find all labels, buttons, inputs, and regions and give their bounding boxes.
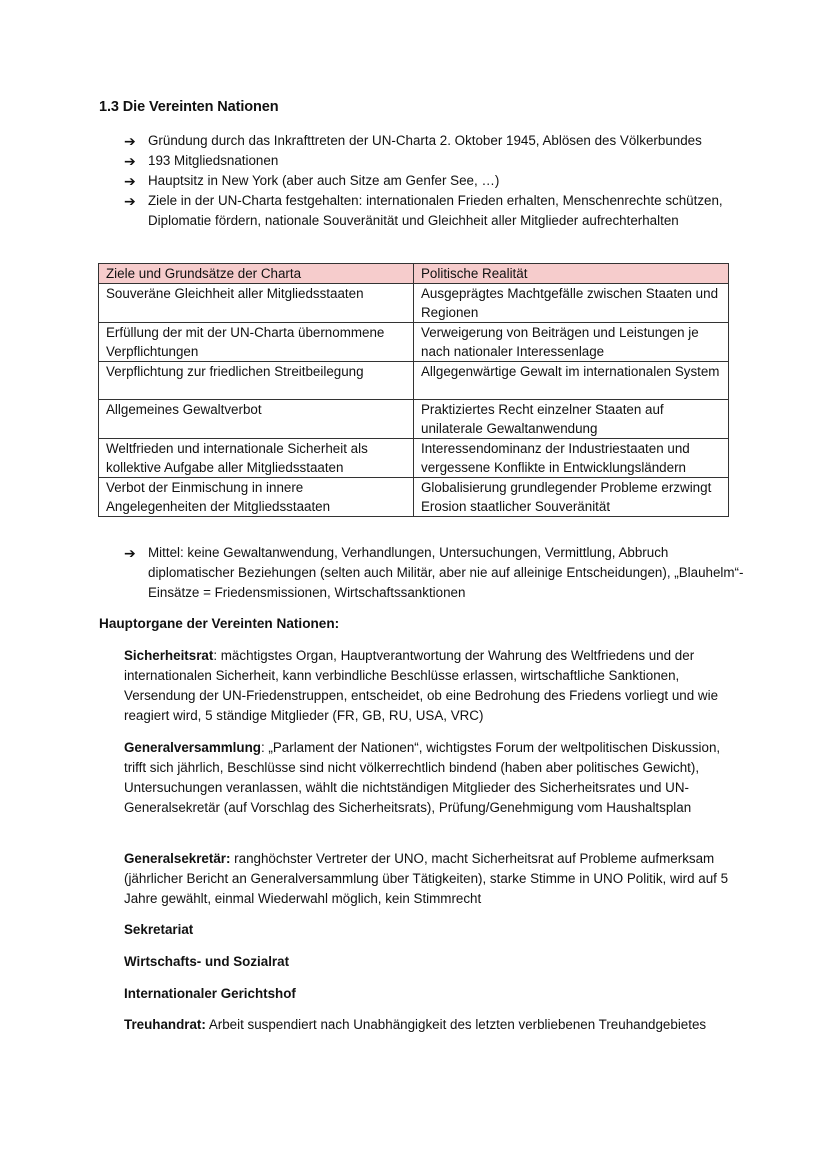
organs-heading: Hauptorgane der Vereinten Nationen: xyxy=(99,616,340,631)
table-cell: Verpflichtung zur friedlichen Streitbeilegung xyxy=(99,362,414,400)
table-row xyxy=(99,284,729,323)
table-cell: Verweigerung von Beiträgen und Leistungen je nach nationaler Interessenlage xyxy=(414,323,729,362)
mittel-bullet-list xyxy=(124,543,744,603)
table-row xyxy=(99,439,729,478)
organ-sekretariat: Sekretariat xyxy=(124,922,194,937)
table-cell: Allgegenwärtige Gewalt im internationalen System xyxy=(414,362,729,400)
arrow-right-icon: ➔ xyxy=(124,173,136,189)
table-cell: Souveräne Gleichheit aller Mitgliedsstaaten xyxy=(99,284,414,323)
table-cell: Verbot der Einmischung in innere Angelegenheiten der Mitgliedsstaaten xyxy=(99,478,414,517)
table-row xyxy=(99,400,729,439)
organ-gerichtshof: Internationaler Gerichtshof xyxy=(124,986,296,1001)
section-title: 1.3 Die Vereinten Nationen xyxy=(99,99,279,115)
arrow-right-icon: ➔ xyxy=(124,193,136,209)
column-header: Politische Realität xyxy=(414,264,729,284)
arrow-right-icon: ➔ xyxy=(124,153,136,169)
table-header-row xyxy=(99,264,729,284)
table-cell: Ausgeprägtes Machtgefälle zwischen Staaten und Regionen xyxy=(414,284,729,323)
table-cell: Allgemeines Gewaltverbot xyxy=(99,400,414,439)
table-cell: Weltfrieden und internationale Sicherheit als kollektive Aufgabe aller Mitgliedsstaaten xyxy=(99,439,414,478)
bullet-item: ➔ Ziele in der UN-Charta festgehalten: internationalen Frieden erhalten, Menschenrechte schützen, Diplomatie fördern, nationale Souveränität und Gleichheit aller Mitglieder aufrechterhalten xyxy=(124,193,723,228)
table-row xyxy=(99,478,729,517)
organ-treuhandrat: Treuhandrat: Arbeit suspendiert nach Unabhängigkeit des letzten verbliebenen Treuhandgebietes xyxy=(124,1017,707,1032)
bullet-item: ➔ Mittel: keine Gewaltanwendung, Verhandlungen, Untersuchungen, Vermittlung, Abbruch diplomatischer Beziehungen (selten auch Militär, aber nie auf alleinige Entscheidungen), „Blauhelm“-Einsätze = Friedensmissionen, Wirtschaftssanktionen xyxy=(124,545,744,600)
bullet-item: ➔ 193 Mitgliedsnationen xyxy=(124,153,279,169)
table-cell: Praktiziertes Recht einzelner Staaten auf unilaterale Gewaltanwendung xyxy=(414,400,729,439)
arrow-right-icon: ➔ xyxy=(124,133,136,149)
charta-vs-reality-table xyxy=(98,263,729,517)
bullet-item: ➔ Hauptsitz in New York (aber auch Sitze am Genfer See, …) xyxy=(124,173,500,189)
table-cell: Erfüllung der mit der UN-Charta übernommene Verpflichtungen xyxy=(99,323,414,362)
table-row xyxy=(99,323,729,362)
column-header: Ziele und Grundsätze der Charta xyxy=(99,264,414,284)
intro-bullet-list xyxy=(124,131,744,231)
bullet-item: ➔ Gründung durch das Inkrafttreten der UN-Charta 2. Oktober 1945, Ablösen des Völkerbundes xyxy=(124,133,702,149)
arrow-right-icon: ➔ xyxy=(124,545,136,561)
organ-sicherheitsrat: Sicherheitsrat: mächtigstes Organ, Hauptverantwortung der Wahrung des Weltfriedens und der internationalen Sicherheit, kann verbindliche Beschlüsse erlassen, wirtschaftliche Sanktionen, Versendung der UN-Friedenstruppen, entscheidet, ob eine Bedrohung des Friedens vorliegt und wie reagiert wird, 5 ständige Mitglieder (FR, GB, RU, USA, VRC) xyxy=(124,648,719,723)
table-row xyxy=(99,362,729,400)
organ-generalversammlung: Generalversammlung: „Parlament der Nationen“, wichtigstes Forum der weltpolitischen Diskussion, trifft sich jährlich, Beschlüsse sind nicht völkerrechtlich bindend (haben aber politisches Gewicht), Untersuchungen veranlassen, wählt die nichtständigen Mitglieder des Sicherheitsrates und UN-Generalsekretär (auf Vorschlag des Sicherheitsrats), Prüfung/Genehmigung vom Haushaltsplan xyxy=(124,740,721,815)
organ-wirtschafts-sozialrat: Wirtschafts- und Sozialrat xyxy=(124,954,290,969)
table-cell: Interessendominanz der Industriestaaten und vergessene Konflikte in Entwicklungsländern xyxy=(414,439,729,478)
organ-generalsekretaer: Generalsekretär: ranghöchster Vertreter der UNO, macht Sicherheitsrat auf Probleme aufmerksam (jährlicher Bericht an Generalversammlung über Tätigkeiten), starke Stimme in UNO Politik, wird auf 5 Jahre gewählt, einmal Wiederwahl möglich, kein Stimmrecht xyxy=(124,851,729,906)
table-cell: Globalisierung grundlegender Probleme erzwingt Erosion staatlicher Souveränität xyxy=(414,478,729,517)
